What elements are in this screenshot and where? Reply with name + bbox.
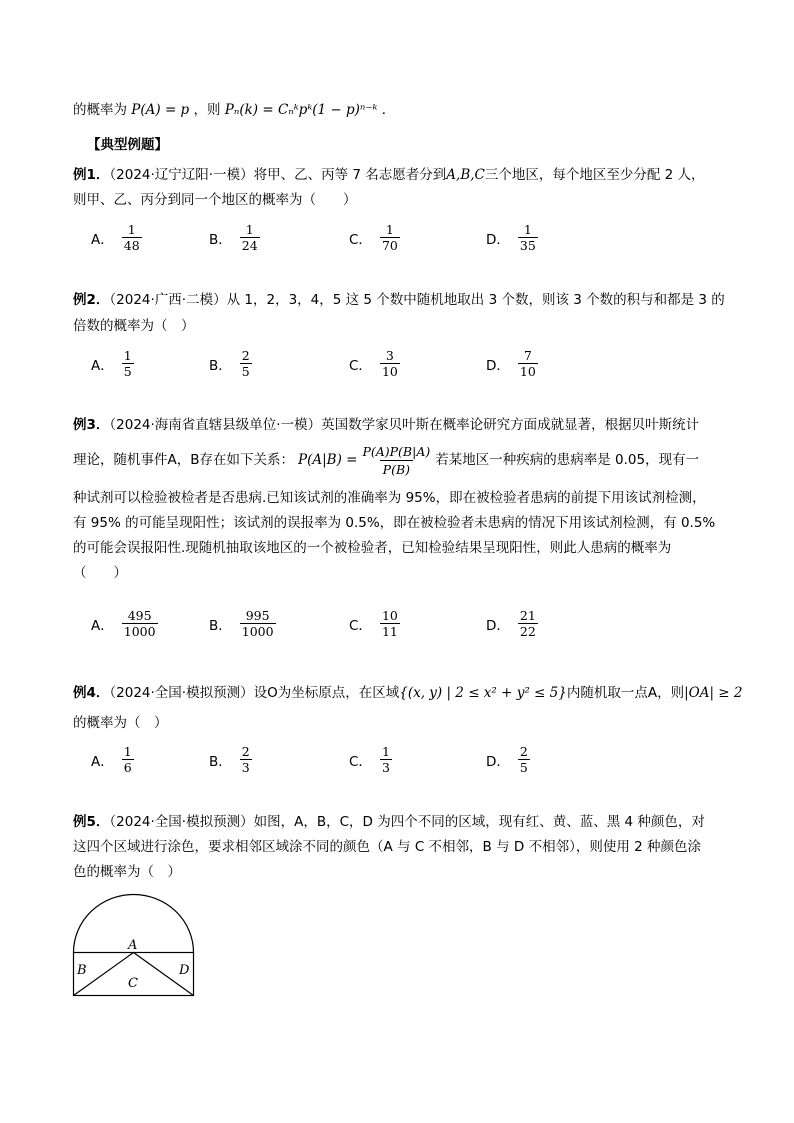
ex1-option-a[interactable]: [91, 222, 142, 253]
fraction: $\frac{7}{10}$: [519, 348, 536, 379]
ex3-option-b[interactable]: [209, 608, 276, 639]
fraction: $\frac{21}{22}$: [519, 608, 536, 639]
ex4-text-b: 内随机取一点A，则: [566, 685, 685, 701]
region-label-b: B: [77, 963, 87, 978]
ex3-line5: 的可能会误报阳性.现随机抽取该地区的一个被检验者，已知检验结果呈现阳性，则此人患病的概率为: [73, 540, 672, 556]
intro-formula-b: Pₙ(k) = Cₙᵏpᵏ(1 − p)ⁿ⁻ᵏ: [224, 102, 378, 118]
fraction: $\frac{10}{11}$: [381, 608, 398, 639]
ex4-condition: |OA| ≥ 2: [684, 685, 743, 701]
option-letter: C．: [349, 231, 372, 248]
option-letter: D．: [486, 231, 510, 248]
ex4-region: {(x, y) | 2 ≤ x² + y² ≤ 5}: [399, 685, 567, 701]
option-letter: A．: [91, 617, 114, 634]
region-label-c: C: [128, 976, 138, 991]
ex2-option-c[interactable]: [349, 348, 400, 379]
ex5-label: 例5．: [73, 814, 110, 830]
intro-text-prefix: 的概率为: [73, 102, 127, 118]
fraction: $\frac{2}{3}$: [241, 744, 250, 775]
ex1-option-c[interactable]: [349, 222, 400, 253]
ex1-option-b[interactable]: [209, 222, 260, 253]
option-letter: C．: [349, 617, 372, 634]
option-letter: C．: [349, 753, 372, 770]
ex4-text-a: （2024·全国·模拟预测）设O为坐标原点，在区域: [109, 685, 400, 701]
ex1-line1: [73, 165, 705, 185]
ex5-line3: 色的概率为（ ）: [73, 864, 181, 880]
option-letter: A．: [91, 357, 114, 374]
option-letter: A．: [91, 231, 114, 248]
fraction: $\frac{2}{5}$: [519, 744, 528, 775]
intro-text-end: ．: [381, 102, 396, 118]
intro-formula-a: P(A) = p: [131, 102, 190, 118]
option-letter: C．: [349, 357, 372, 374]
ex4-option-a[interactable]: [91, 744, 134, 775]
ex3-formula-lhs: P(A|B) =: [298, 452, 358, 468]
intro-text-mid: ，则: [193, 102, 221, 118]
option-letter: A．: [91, 753, 114, 770]
ex3-line1: [73, 415, 699, 435]
fraction: $\frac{995}{1000}$: [241, 608, 274, 639]
fraction: $\frac{1}{3}$: [381, 744, 390, 775]
option-letter: B．: [209, 753, 232, 770]
fraction: $\frac{1}{70}$: [381, 222, 398, 253]
ex3-option-d[interactable]: [486, 608, 538, 639]
ex1-option-d[interactable]: [486, 222, 538, 253]
fraction: $\frac{3}{10}$: [381, 348, 398, 379]
ex3-option-c[interactable]: [349, 608, 400, 639]
ex1-line2: 则甲、乙、丙分到同一个地区的概率为（ ）: [73, 192, 357, 208]
option-letter: B．: [209, 357, 232, 374]
option-letter: D．: [486, 617, 510, 634]
ex3-line3: 种试剂可以检验被检者是否患病.已知该试剂的准确率为 95%，即在被检验者患病的前提下用该试剂检测，: [73, 490, 706, 506]
ex5-text: （2024·全国·模拟预测）如图，A，B，C，D 为四个不同的区域，现有红、黄、蓝、黑 4 种颜色，对: [109, 814, 705, 830]
ex3-line4: 有 95% 的可能呈现阳性；该试剂的误报率为 0.5%，即在被检验者未患病的情况下用该试剂检测，有 0.5%: [73, 515, 716, 531]
region-label-a: A: [128, 938, 138, 953]
ex1-text-a: （2024·辽宁辽阳·一模）将甲、乙、丙等 7 名志愿者分到: [109, 167, 447, 183]
ex5-line1: [73, 812, 705, 832]
ex3-text-b: 若某地区一种疾病的患病率是 0.05，现有一: [435, 452, 700, 468]
bayes-fraction: $\frac{P(A)P(B|A)}{P(B)}$: [362, 443, 431, 477]
option-letter: B．: [209, 231, 232, 248]
fraction: $\frac{1}{35}$: [519, 222, 536, 253]
section-title: 【典型例题】: [87, 137, 168, 153]
ex1-label: 例1．: [73, 167, 110, 183]
option-letter: D．: [486, 753, 510, 770]
option-letter: B．: [209, 617, 232, 634]
ex2-label: 例2．: [73, 292, 110, 308]
ex3-text: （2024·海南省直辖县级单位·一模）英国数学家贝叶斯在概率论研究方面成就显著，根据贝叶斯统计: [109, 417, 700, 433]
ex1-sets: A,B,C: [446, 167, 485, 183]
ex2-option-d[interactable]: [486, 348, 538, 379]
region-label-d: D: [179, 963, 190, 978]
ex4-label: 例4．: [73, 685, 110, 701]
ex2-option-a[interactable]: [91, 348, 134, 379]
fraction: $\frac{1}{6}$: [123, 744, 132, 775]
ex4-option-b[interactable]: [209, 744, 252, 775]
ex2-option-b[interactable]: [209, 348, 252, 379]
ex3-line6: （ ）: [73, 565, 127, 581]
fraction: $\frac{495}{1000}$: [123, 608, 156, 639]
ex5-line2: 这四个区域进行涂色，要求相邻区域涂不同的颜色（A 与 C 不相邻，B 与 D 不相邻），则使用 2 种颜色涂: [73, 839, 701, 855]
ex2-line1: [73, 290, 725, 310]
ex3-option-a[interactable]: [91, 608, 158, 639]
ex4-option-d[interactable]: [486, 744, 530, 775]
fraction: $\frac{1}{24}$: [241, 222, 258, 253]
intro-line: [73, 100, 395, 120]
ex2-text: （2024·广西·二模）从 1，2，3，4，5 这 5 个数中随机地取出 3 个数，则该 3 个数的积与和都是 3 的: [109, 292, 725, 308]
ex4-line2: 的概率为（ ）: [73, 715, 168, 731]
ex3-line2: [73, 438, 699, 482]
fraction: $\frac{2}{5}$: [241, 348, 250, 379]
ex3-text-a: 理论，随机事件A，B存在如下关系：: [73, 452, 294, 468]
fraction: $\frac{1}{5}$: [123, 348, 132, 379]
ex3-label: 例3．: [73, 417, 110, 433]
region-diagram: [72, 893, 198, 999]
ex2-line2: 倍数的概率为（ ）: [73, 318, 195, 334]
option-letter: D．: [486, 357, 510, 374]
ex4-option-c[interactable]: [349, 744, 392, 775]
ex4-line1: [73, 683, 742, 703]
ex1-text-b: 三个地区，每个地区至少分配 2 人，: [484, 167, 705, 183]
fraction: $\frac{1}{48}$: [123, 222, 140, 253]
